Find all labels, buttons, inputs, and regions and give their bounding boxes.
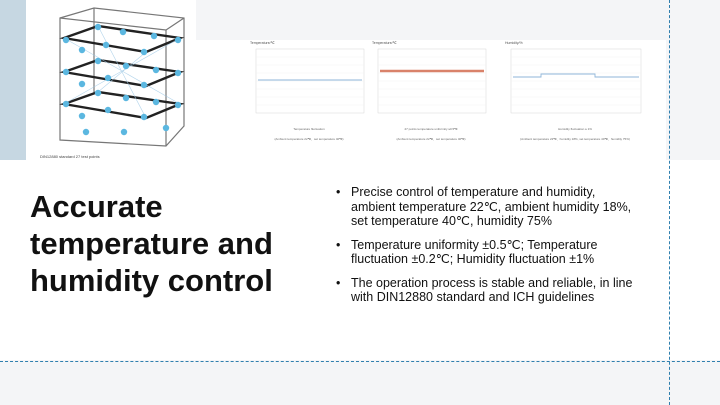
chamber-diagram bbox=[26, 0, 196, 160]
chart-humidity-fluctuation bbox=[505, 41, 630, 145]
slide-title: Accurate temperature and humidity control bbox=[30, 189, 273, 298]
decorative-strip bbox=[0, 0, 26, 160]
chart-caption-1: Temperature fluctuation bbox=[293, 127, 325, 131]
chart-caption-1: 27 points temperature uniformity ≤0.5℃ bbox=[404, 127, 458, 131]
chart-plot bbox=[372, 47, 490, 117]
guide-line-vertical bbox=[669, 0, 670, 405]
chart-temperature-fluctuation bbox=[250, 41, 368, 145]
chart-caption-2: (Ambient temperature 22℃、set temperature 40℃) bbox=[396, 137, 466, 141]
chart-title: Humidity/% bbox=[505, 41, 523, 45]
chart-temperature-uniformity bbox=[372, 41, 490, 145]
chart-title: Temperature/℃ bbox=[250, 41, 275, 45]
bullet-item: • The operation process is stable and reliable, in line with DIN12880 standard and ICH guidelines bbox=[333, 276, 633, 305]
bullet-item: • Precise control of temperature and humidity, ambient temperature 22℃, ambient humidity 18%, set temperature 40℃, humidity 75% bbox=[333, 185, 633, 229]
guide-line-horizontal bbox=[0, 361, 720, 362]
chart-plot bbox=[250, 47, 368, 117]
chart-plot bbox=[505, 47, 645, 117]
chart-caption-2: (Ambient temperature 22℃、set temperature 40℃) bbox=[274, 137, 344, 141]
bullet-item: • Temperature uniformity ±0.5℃; Temperature fluctuation ±0.2℃; Humidity fluctuation ±1% bbox=[333, 238, 633, 267]
chamber-caption: DIN12880 standard 27 test points bbox=[40, 154, 100, 159]
chamber-image-panel bbox=[26, 0, 196, 160]
bullet-list bbox=[333, 185, 633, 314]
chart-caption-2: (Ambient temperature 22℃、humidity 18%, set temperature 40℃、humidity 75%) bbox=[520, 137, 630, 141]
chart-title: Temperature/℃ bbox=[372, 41, 397, 45]
chart-caption-1: Humidity fluctuation ≤ 1% bbox=[558, 127, 592, 131]
